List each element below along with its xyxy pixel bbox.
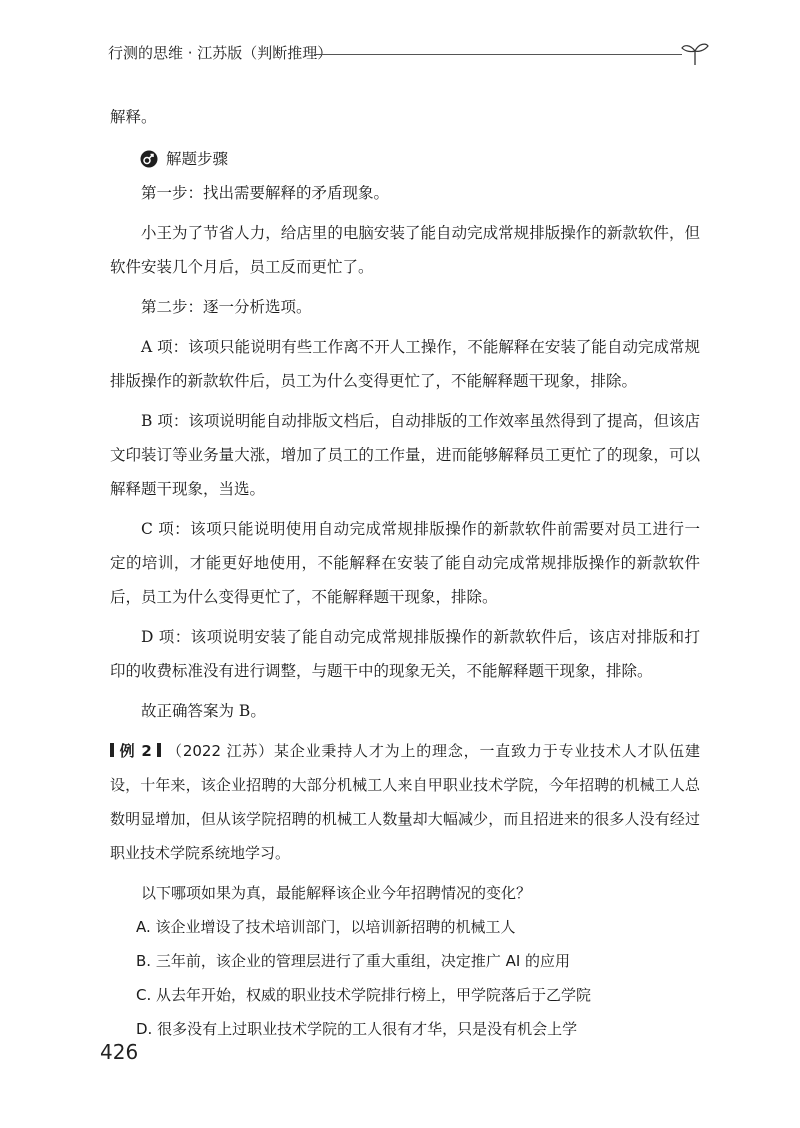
header-rule	[314, 54, 682, 55]
page-number: 426	[100, 1040, 139, 1064]
analysis-b: B 项：该项说明能自动排版文档后，自动排版的工作效率虽然得到了提高，但该店文印装订等业务量大涨，增加了员工的工作量，进而能够解释员工更忙了的现象，可以解释题干现象，当选。	[110, 412, 700, 498]
analysis-a: A 项：该项只能说明有些工作离不开人工操作，不能解释在安装了能自动完成常规排版操作的新款软件后，员工为什么变得更忙了，不能解释题干现象，排除。	[110, 338, 700, 390]
analysis-c: C 项：该项只能说明使用自动完成常规排版操作的新款软件前需要对员工进行一定的培训，才能更好地使用，不能解释在安装了能自动完成常规排版操作的新款软件后，员工为什么变得更忙了，不能解释题干现象，排除。	[110, 520, 700, 606]
option-c: C. 从去年开始，权威的职业技术学院排行榜上，甲学院落后于乙学院	[136, 986, 592, 1004]
running-header	[100, 40, 710, 66]
example-text: （2022 江苏）某企业秉持人才为上的理念，一直致力于专业技术人才队伍建设，十年来，该企业招聘的大部分机械工人来自甲职业技术学院，今年招聘的机械工人总数明显增加，但从该学院招聘的机械工人数量却大幅减少，而且招进来的很多人没有经过职业技术学院系统地学习。	[110, 742, 700, 862]
example-block	[110, 734, 700, 1046]
step2-label: 第二步：逐一分析选项。	[141, 298, 312, 316]
example-question: 以下哪项如果为真，最能解释该企业今年招聘情况的变化？	[141, 884, 532, 902]
example-tag: 例 2	[119, 742, 152, 760]
sprout-icon	[680, 40, 710, 66]
step1-body: 小王为了节省人力，给店里的电脑安装了能自动完成常规排版操作的新款软件，但软件安装几个月后，员工反而更忙了。	[110, 224, 700, 276]
analysis-d: D 项：该项说明安装了能自动完成常规排版操作的新款软件后，该店对排版和打印的收费标准没有进行调整，与题干中的现象无关，不能解释题干现象，排除。	[110, 628, 700, 680]
option-a: A. 该企业增设了技术培训部门，以培训新招聘的机械工人	[136, 918, 516, 936]
answer-line: 故正确答案为 B。	[141, 702, 266, 720]
page-content	[110, 100, 700, 1046]
intro-line: 解释。	[110, 108, 157, 126]
steps-heading-text: 解题步骤	[166, 150, 229, 168]
option-b: B. 三年前，该企业的管理层进行了重大重组，决定推广 AI 的应用	[136, 952, 571, 970]
tag-bar-left	[110, 743, 114, 757]
header-title: 行测的思维 · 江苏版（判断推理）	[108, 44, 333, 62]
tag-bar-right	[157, 743, 161, 757]
example-stem	[110, 734, 700, 870]
step1-label: 第一步：找出需要解释的矛盾现象。	[141, 184, 390, 202]
option-d: D. 很多没有上过职业技术学院的工人很有才华，只是没有机会上学	[136, 1020, 578, 1038]
steps-heading	[110, 142, 700, 176]
steps-bullet-icon	[140, 150, 158, 168]
